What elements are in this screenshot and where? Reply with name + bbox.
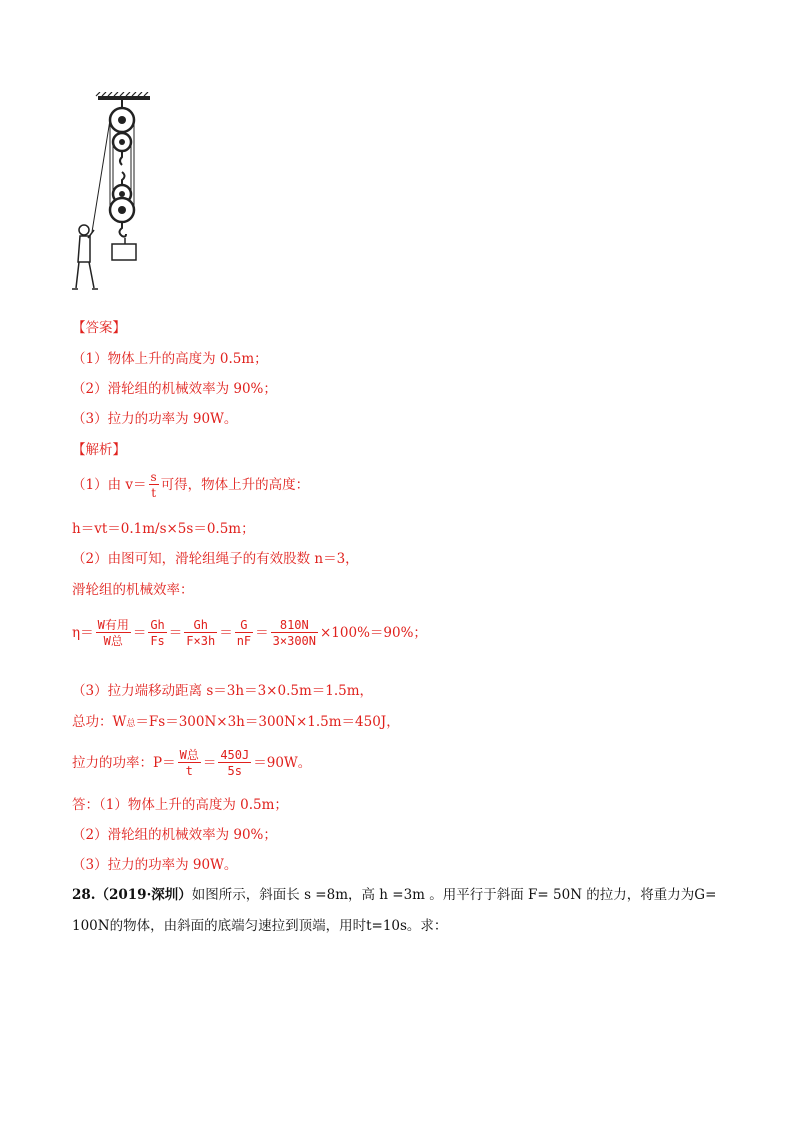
formula-text: ＝ (168, 625, 183, 641)
analysis-text: ＝Fs＝300N×3h＝300N×1.5m＝450J， (135, 714, 400, 730)
fraction-numerator: 450J (220, 748, 250, 762)
answer-line-3: （3）拉力的功率为 90W。 (72, 411, 238, 427)
efficiency-formula (72, 618, 427, 649)
analysis-header: 【解析】 (72, 442, 126, 458)
formula-text: ＝90W。 (253, 755, 312, 771)
fraction-denominator: F×3h (186, 634, 216, 648)
question-28-line-1 (72, 885, 716, 905)
conclusion-line-1: 答：（1）物体上升的高度为 0.5m； (72, 797, 288, 813)
formula-text: ＝ (219, 625, 233, 641)
analysis-line-7 (72, 712, 400, 734)
fraction-useful-over-total (96, 618, 131, 649)
analysis-text: 可得，物体上升的高度： (160, 477, 310, 493)
formula-text: η＝ (72, 625, 94, 641)
answer-line-1: （1）物体上升的高度为 0.5m； (72, 351, 268, 367)
fraction-numerator: Gh (184, 618, 217, 633)
fraction-810-over-900 (271, 618, 318, 649)
formula-text: ×100%＝90%； (320, 625, 427, 641)
fraction-denominator: W总 (103, 634, 123, 648)
formula-text: ＝ (202, 755, 217, 771)
analysis-line-3: （2）由图可知，滑轮组绳子的有效股数 n＝3， (72, 551, 359, 567)
fraction-denominator: 3×300N (272, 634, 316, 648)
fraction-denominator: t (185, 764, 193, 778)
pulley-system-figure (70, 92, 160, 292)
fraction-450-over-5 (218, 748, 251, 779)
fraction-numerator: G (235, 618, 253, 633)
fraction-wtotal-over-t (178, 748, 201, 779)
question-28-line-2: 100N的物体，由斜面的底端匀速拉到顶端，用时t=10s。求： (72, 918, 448, 934)
fraction-denominator: nF (236, 634, 252, 648)
formula-text: ＝ (255, 625, 269, 641)
conclusion-line-3: （3）拉力的功率为 90W。 (72, 857, 238, 873)
conclusion-line-2: （2）滑轮组的机械效率为 90%； (72, 827, 277, 843)
fraction-gh-over-f3h (184, 618, 217, 649)
analysis-text: （1）由 v＝ (72, 477, 147, 493)
analysis-line-1 (72, 470, 309, 501)
fraction-numerator: W有用 (97, 618, 129, 632)
answer-line-2: （2）滑轮组的机械效率为 90%； (72, 381, 277, 397)
analysis-line-4: 滑轮组的机械效率： (72, 582, 194, 598)
fraction-s-over-t (149, 470, 159, 501)
formula-text: ＝ (132, 625, 147, 641)
fraction-numerator: Gh (150, 618, 165, 632)
fraction-numerator: s (150, 470, 157, 484)
question-source: （2019·深圳） (95, 887, 192, 903)
question-text: 如图所示，斜面长 s =8m，高 h =3m 。用平行于斜面 F= 50N 的拉力，将重力为G= (191, 887, 717, 903)
subscript-total: 总 (126, 719, 136, 729)
question-number: 28. (72, 887, 96, 903)
analysis-line-2: h＝vt＝0.1m/s×5s＝0.5m； (72, 521, 255, 537)
fraction-denominator: Fs (150, 634, 165, 648)
fraction-denominator: 5s (227, 764, 242, 778)
analysis-text: 总功：W (72, 714, 127, 730)
fraction-gh-over-fs (148, 618, 166, 649)
formula-text: 拉力的功率：P＝ (72, 755, 176, 771)
fraction-denominator: t (151, 486, 157, 500)
analysis-line-6: （3）拉力端移动距离 s＝3h＝3×0.5m＝1.5m， (72, 683, 374, 699)
fraction-numerator: 810N (271, 618, 318, 633)
power-formula (72, 748, 311, 779)
fraction-numerator: W总 (179, 748, 199, 762)
fraction-g-over-nf (235, 618, 253, 649)
answer-header: 【答案】 (72, 320, 126, 336)
